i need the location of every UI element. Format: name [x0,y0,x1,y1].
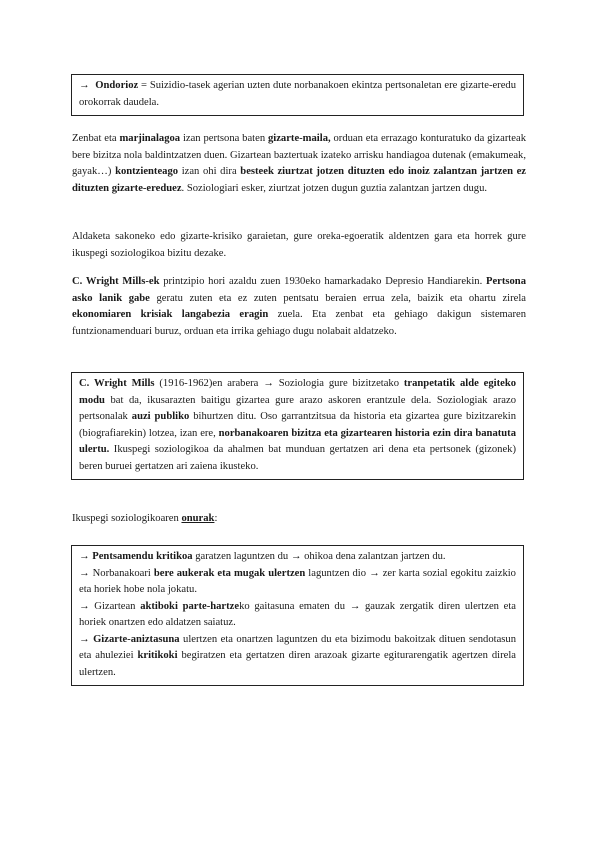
conclusion-text: → Ondorioz = Suizidio-tasek agerian uzten dute norbanakoen ekintza pertsonaletan ere gizarte-eredu orokorrak daudela. [79,80,516,108]
benefits-box [71,545,524,686]
mills-box [71,372,524,480]
benefit-item: → Gizarte-aniztasuna ulertzen eta onartzen laguntzen du eta bizimodu bakoitzak dituen sendotasun eta ahuleziei kritikoki begiratzen eta gertatzen diren arazoak gizarte egiturarengatik agertzen direla ulertzen. [79,633,516,678]
conclusion-box [71,74,524,116]
arrow-icon: → [79,80,90,91]
benefit-item: → Norbanakoari bere aukerak eta mugak ulertzen laguntzen dio → zer karta sozial egokitu zaizkio eta horiek hobe nola jokatu. [79,567,516,595]
benefit-item: → Gizartean aktiboki parte-hartzeko gaitasuna ematen du → gauzak zergatik diren ulertzen eta horiek onartzen edo aldatzen saiatuz. [79,600,517,628]
mills-text: C. Wright Mills (1916-1962)en arabera → Soziologia gure bizitzetako tranpetatik alde egiteko modu bat da, ikusarazten baitigu gizartea gure arazo askoren erantzule dela. Soziologiak arazo pertsonalak auzi publiko bihurtzen ditu. Oso garrantzitsua da historia eta gizartea gure bizitzarekin (biografiarekin) lotzea, izan ere, norbanakoaren bizitza eta gizartearen historia ezin dira banatuta ulertu. Ikuspegi soziologikoa da ahalmen bat munduan gertatzen ari dena eta pertsonek (gizonek) beren buruei gertatzen ari zaiena ikusteko. [79,378,517,472]
paragraph-crisis: Aldaketa sakoneko edo gizarte-krisiko garaietan, gure oreka-egoeratik aldentzen gara eta horrek gure ikuspegi soziologikoa bizitu dezake. [72,231,526,259]
conclusion-label: Ondorioz [95,80,139,91]
paragraph-marginal: Zenbat eta marjinalagoa izan pertsona baten gizarte-maila, orduan eta errazago konturatuko da gizarteak bere bizitza nola baldintzatzen duen. Gizartean baztertuak izateko arrisku handiagoa dutenak (emakumeak, gayak…) kontzienteago izan ohi dira besteek ziurtzat jotzen dituzten edo inoiz zalantzan jartzen ez dituzten gizarte-ereduez. Soziologiari esker, ziurtzat jotzen dugun guztia zalantzan jartzen dugu. [72,133,527,194]
paragraph-mills: C. Wright Mills-ek printzipio hori azaldu zuen 1930eko hamarkadako Depresio Handiarekin. Pertsona asko lanik gabe geratu zuten eta ez zuten pentsatu beraien errua zela, baizik eta ohartu zirela ekonomiaren krisiak langabezia eragin zuela. Eta zenbat eta gehiago dakigun sistemaren funtzionamenduari buruz, orduan eta irrika gehiago dugu nolabait aldatzeko. [72,276,527,337]
benefit-item: → Pentsamendu kritikoa garatzen laguntzen du → ohikoa dena zalantzan jartzen du. [79,551,446,562]
benefits-heading: Ikuspegi soziologikoaren onurak: [72,513,218,524]
